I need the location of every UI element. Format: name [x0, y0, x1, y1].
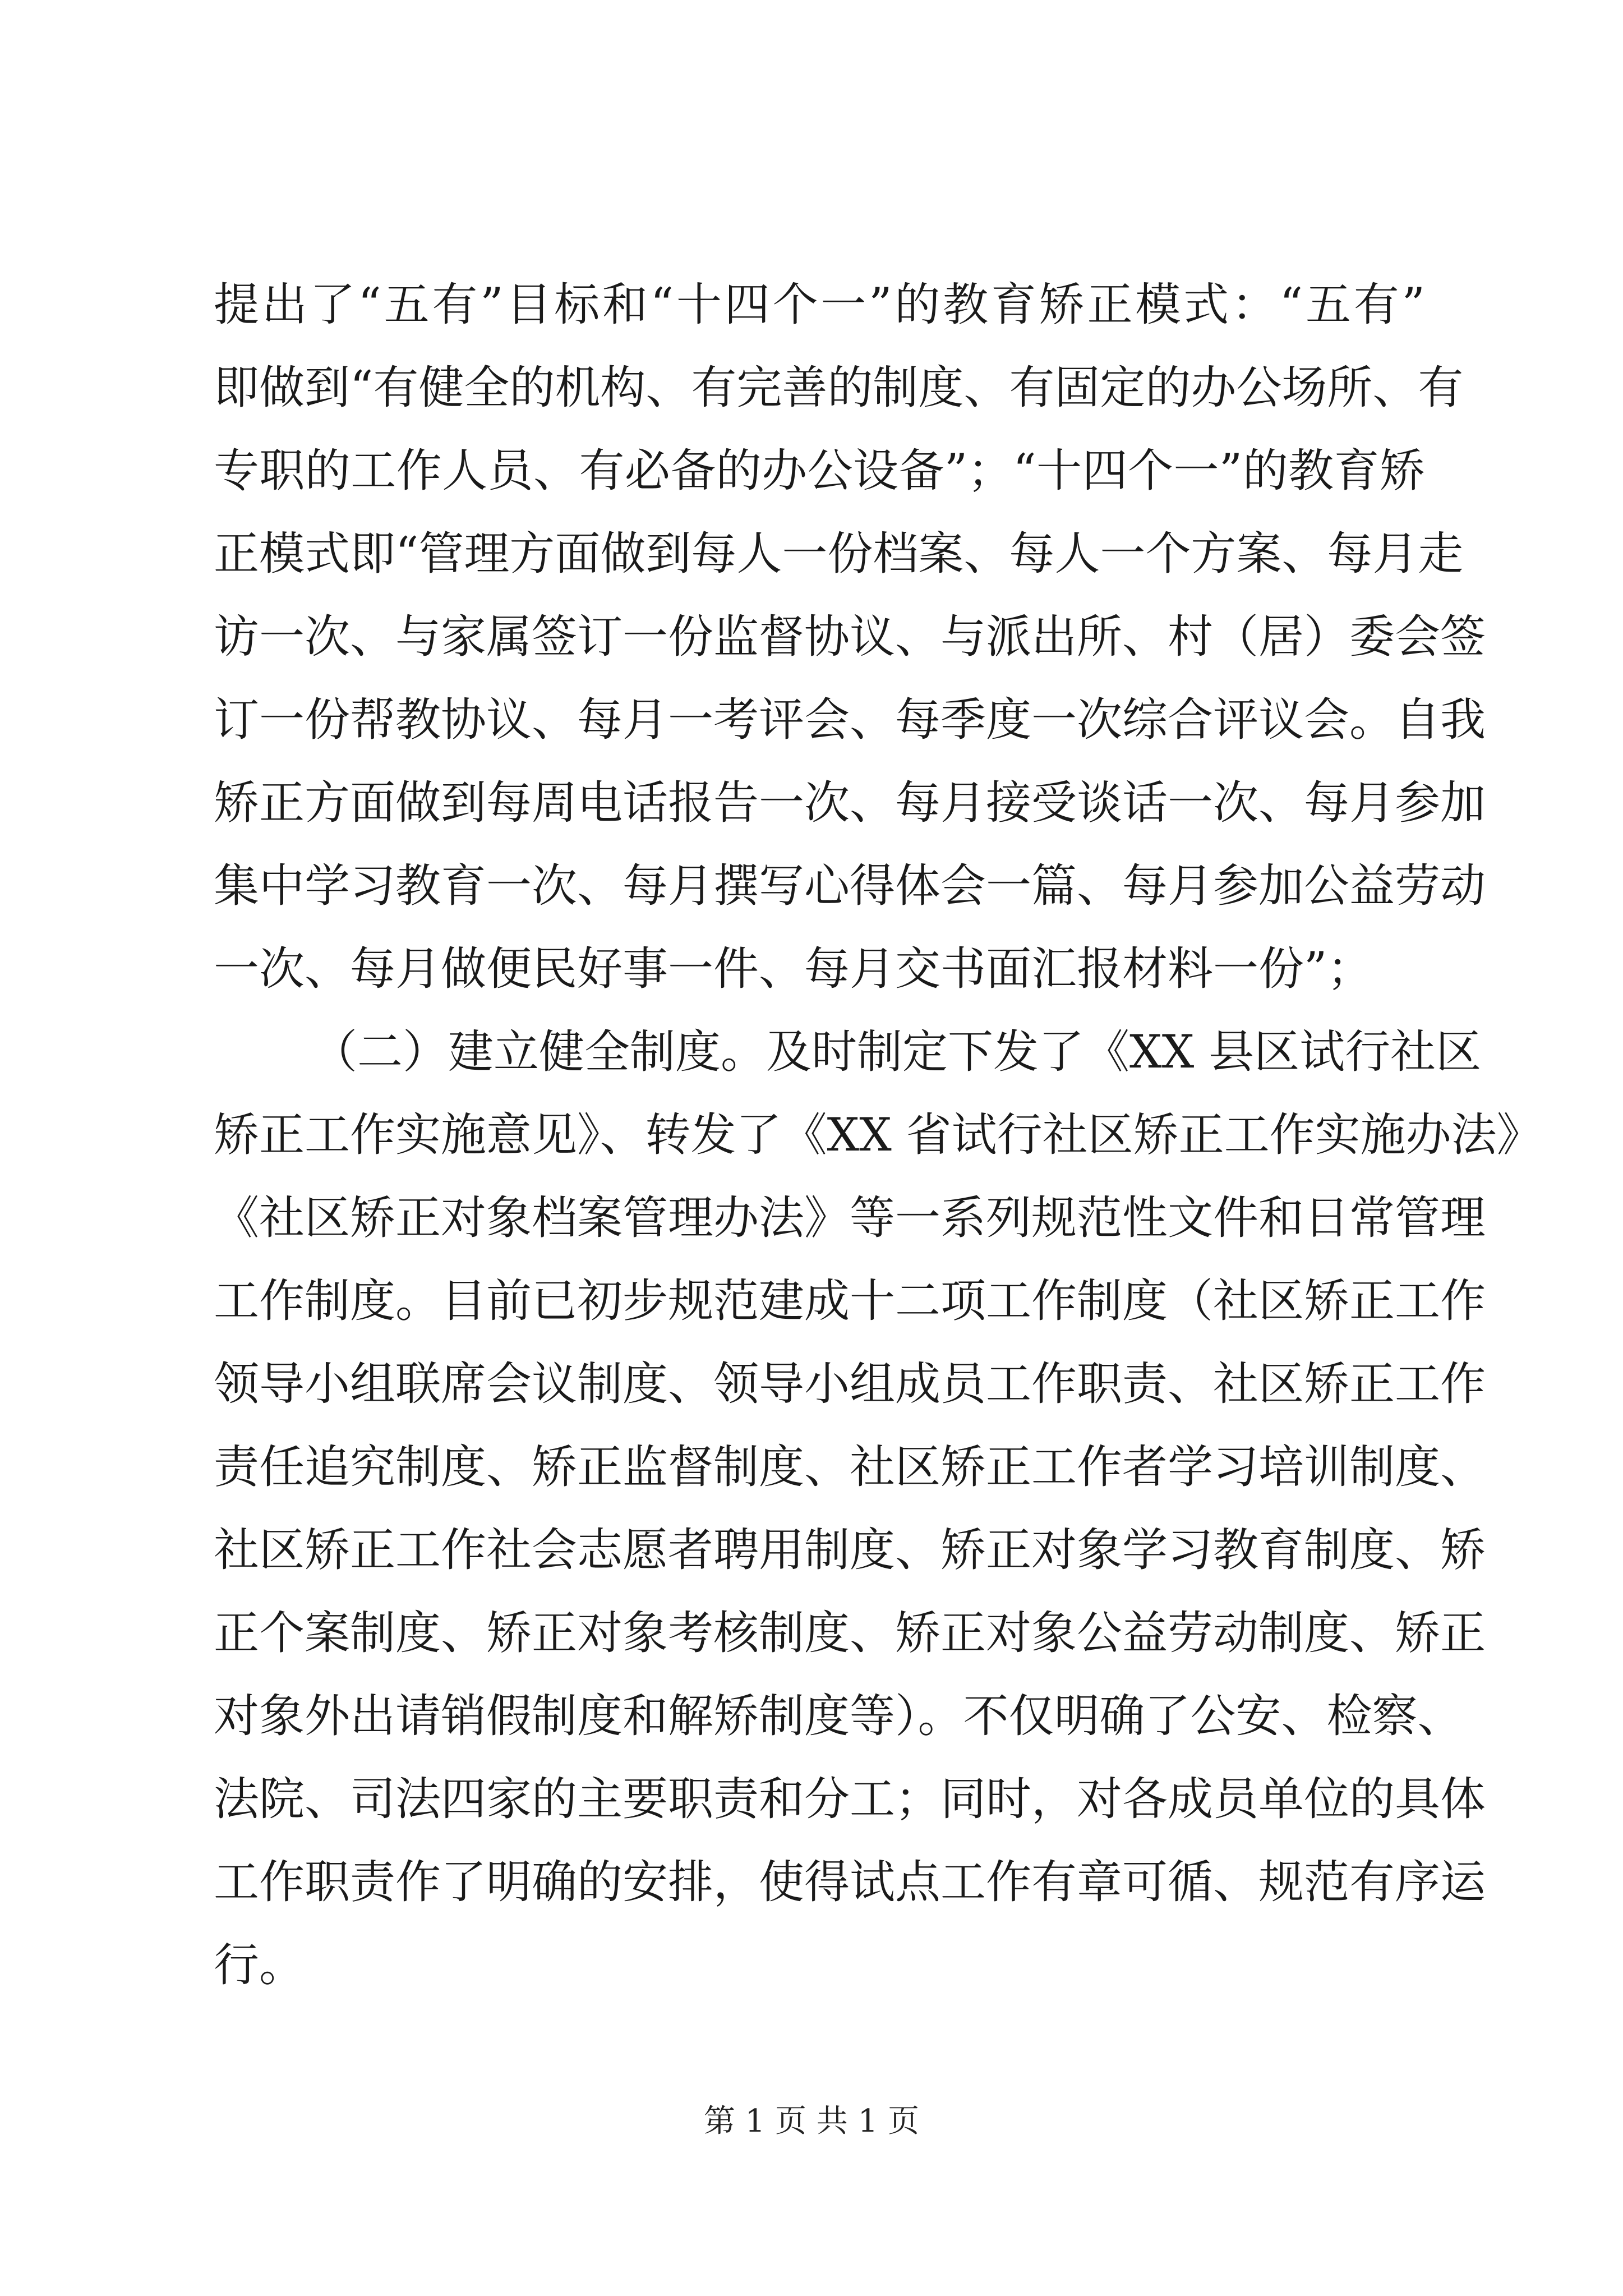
text-line: 矫正方面做到每周电话报告一次、每月接受谈话一次、每月参加: [214, 777, 1486, 830]
text-line: 访一次、与家属签订一份监督协议、与派出所、村（居）委会签: [214, 611, 1486, 664]
text-line: 一次、每月做便民好事一件、每月交书面汇报材料一份”；: [214, 943, 1373, 996]
text-line: 社区矫正工作社会志愿者聘用制度、矫正对象学习教育制度、矫: [214, 1524, 1486, 1577]
text-line: 订一份帮教协议、每月一考评会、每季度一次综合评议会。自我: [214, 694, 1486, 747]
text-line: 领导小组联席会议制度、领导小组成员工作职责、社区矫正工作: [214, 1358, 1486, 1411]
text-line: 正模式即“管理方面做到每人一份档案、每人一个方案、每月走: [214, 528, 1464, 581]
text-line: 矫正工作实施意见》、转发了《XX 省试行社区矫正工作实施办法》: [214, 1109, 1542, 1162]
text-line: 行。: [214, 1939, 305, 1992]
page-number-footer: 第 1 页 共 1 页: [703, 2103, 920, 2139]
text-line: 责任追究制度、矫正监督制度、社区矫正工作者学习培训制度、: [214, 1441, 1486, 1494]
text-line: 工作职责作了明确的安排，使得试点工作有章可循、规范有序运: [214, 1856, 1486, 1909]
text-line: 专职的工作人员、有必备的办公设备”；“十四个一”的教育矫: [214, 445, 1425, 498]
text-line: 集中学习教育一次、每月撰写心得体会一篇、每月参加公益劳动: [214, 860, 1486, 913]
text-line: 对象外出请销假制度和解矫制度等）。不仅明确了公安、检察、: [214, 1690, 1463, 1743]
text-line: 正个案制度、矫正对象考核制度、矫正对象公益劳动制度、矫正: [214, 1607, 1486, 1660]
section-heading-line: （二）建立健全制度。及时制定下发了《XX 县区试行社区: [312, 1026, 1482, 1079]
text-line: 即做到“有健全的机构、有完善的制度、有固定的办公场所、有: [214, 362, 1464, 415]
text-line: 工作制度。目前已初步规范建成十二项工作制度（社区矫正工作: [214, 1275, 1486, 1328]
text-line: 法院、司法四家的主要职责和分工；同时，对各成员单位的具体: [214, 1773, 1486, 1826]
text-line: 《社区矫正对象档案管理办法》等一系列规范性文件和日常管理: [214, 1192, 1486, 1245]
document-body: [214, 264, 1542, 2007]
text-line: 提出了“五有”目标和“十四个一”的教育矫正模式：“五有”: [214, 279, 1425, 332]
